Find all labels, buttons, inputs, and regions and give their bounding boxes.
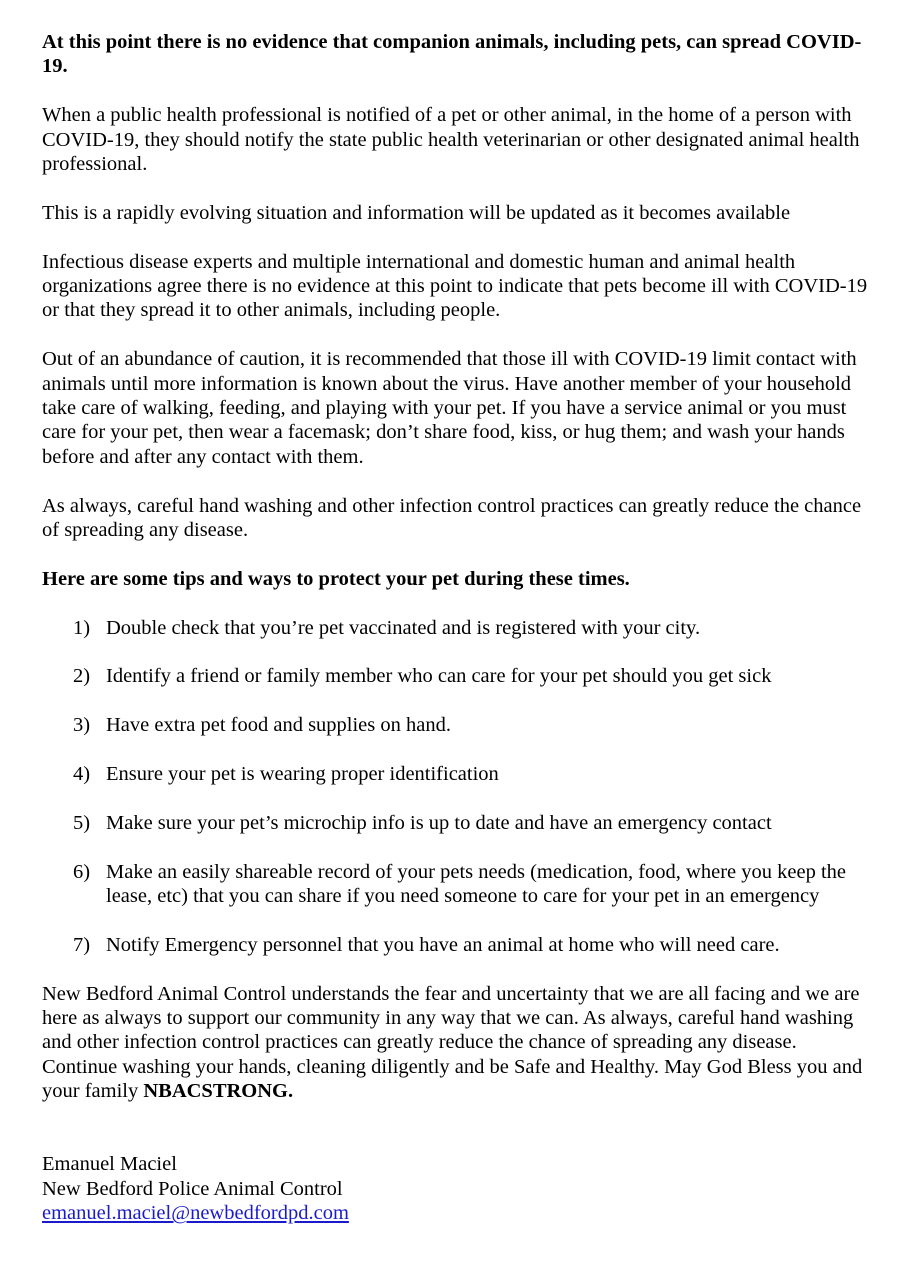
closing-tag-punctuation: .: [288, 1080, 294, 1103]
signature-block: [42, 1152, 870, 1225]
email-link[interactable]: emanuel.maciel@newbedfordpd.com: [42, 1202, 349, 1225]
list-item-number: 5): [73, 811, 91, 834]
tips-heading: Here are some tips and ways to protect your pet during these times.: [42, 567, 630, 590]
paragraph-caution: Out of an abundance of caution, it is recommended that those ill with COVID-19 limit contact with animals until more information is known about the virus. Have another member of your household take care of walking, feeding, and playing with your pet. If you have a service animal or you must care for your pet, then wear a facemask; don’t share food, kiss, or hug them; and wash your hands before and after any contact with them.: [42, 348, 857, 468]
list-item: [42, 860, 870, 909]
closing-paragraph: [42, 982, 870, 1104]
list-item: [42, 933, 870, 957]
list-item-number: 3): [73, 714, 91, 737]
list-item-number: 1): [73, 616, 91, 639]
list-item-text: Double check that you’re pet vaccinated and is registered with your city.: [106, 616, 701, 639]
nbac-strong-tag: NBACSTRONG: [143, 1080, 289, 1103]
list-item: [42, 811, 870, 835]
list-item-number: 4): [73, 763, 91, 786]
document-heading: At this point there is no evidence that companion animals, including pets, can spread COVID-19.: [42, 31, 862, 78]
list-item-text: Identify a friend or family member who can care for your pet should you get sick: [106, 665, 772, 688]
signature-organization: New Bedford Police Animal Control: [42, 1177, 343, 1200]
list-item-text: Ensure your pet is wearing proper identification: [106, 763, 499, 786]
list-item-text: Make sure your pet’s microchip info is up to date and have an emergency contact: [106, 811, 772, 834]
list-item-number: 2): [73, 665, 91, 688]
list-item: [42, 616, 870, 640]
paragraph-hand-washing: As always, careful hand washing and other infection control practices can greatly reduce the chance of spreading any disease.: [42, 494, 862, 542]
paragraph-notification: When a public health professional is notified of a pet or other animal, in the home of a person with COVID-19, they should notify the state public health veterinarian or other designated animal health professional.: [42, 104, 860, 176]
closing-text: New Bedford Animal Control understands the fear and uncertainty that we are all facing and we are here as always to support our community in any way that we can. As always, careful hand washing and other infection control practices can greatly reduce the chance of spreading any disease. Continue washing your hands, cleaning diligently and be Safe and Healthy. May God Bless you and your family: [42, 982, 863, 1103]
tips-list: [42, 616, 870, 958]
paragraph-expert-consensus: Infectious disease experts and multiple international and domestic human and animal health organizations agree there is no evidence at this point to indicate that pets become ill with COVID-19 or that they spread it to other animals, including people.: [42, 250, 868, 322]
list-item: [42, 713, 870, 737]
list-item: [42, 664, 870, 688]
list-item-text: Make an easily shareable record of your pets needs (medication, food, where you keep the lease, etc) that you can share if you need someone to care for your pet in an emergency: [106, 860, 846, 908]
list-item-text: Have extra pet food and supplies on hand.: [106, 714, 451, 737]
list-item-number: 6): [73, 860, 91, 883]
list-item-number: 7): [73, 933, 91, 956]
paragraph-evolving-situation: This is a rapidly evolving situation and information will be updated as it becomes available: [42, 201, 791, 224]
list-item: [42, 762, 870, 786]
list-item-text: Notify Emergency personnel that you have an animal at home who will need care.: [106, 933, 780, 956]
signature-name: Emanuel Maciel: [42, 1153, 177, 1176]
